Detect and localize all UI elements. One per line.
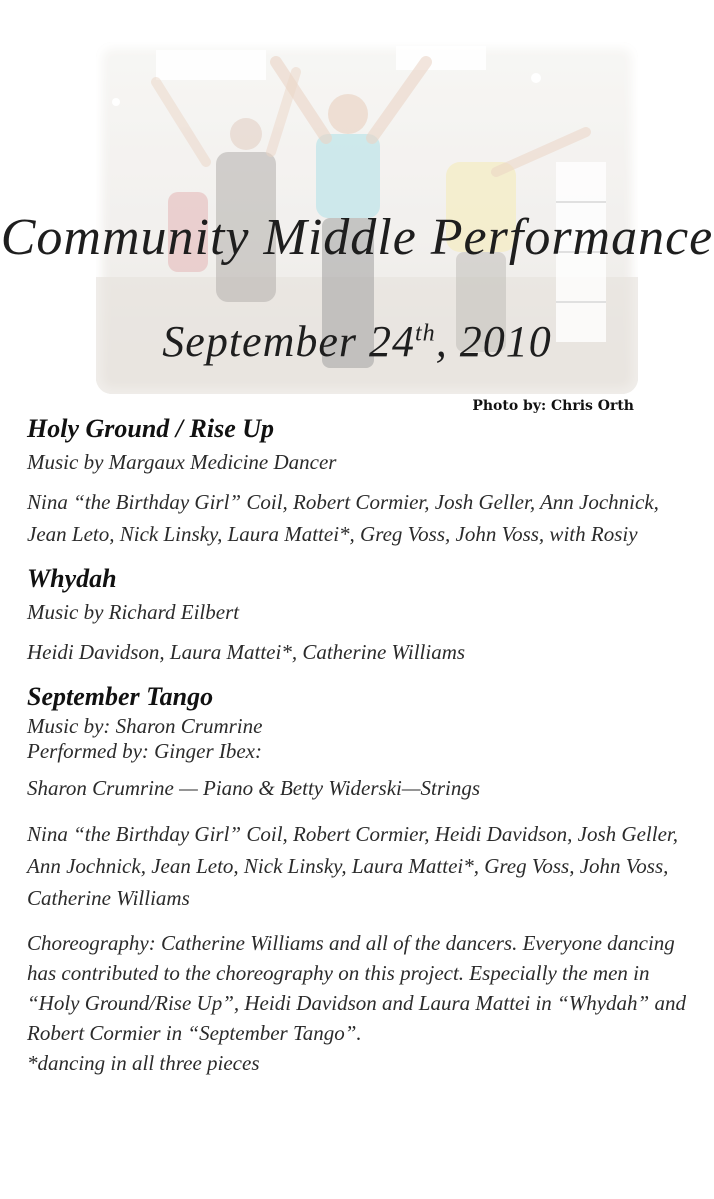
date-year: , 2010 — [435, 317, 552, 366]
piece-title: Holy Ground / Rise Up — [27, 414, 275, 443]
date-main: September 24 — [162, 317, 416, 366]
performance-title: Community Middle Performance — [0, 209, 714, 266]
piece-dancers: Nina “the Birthday Girl” Coil, Robert Cormier, Josh Geller, Ann Jochnick, Jean Leto, Nick Linsky, Laura Mattei*, Greg Voss, John Voss, with Rosiy — [27, 490, 659, 546]
program-content — [27, 412, 689, 1078]
piece-music: Music by Margaux Medicine Dancer — [27, 450, 337, 474]
piece-holy-ground — [27, 412, 689, 550]
choreography-note: Choreography: Catherine Williams and all of the dancers. Everyone dancing has contributed to the choreography on this project. Especially the men in “Holy Ground/Rise Up”, Heidi Davidson and Laura Mattei in “Whydah” and Robert Cormier in “September Tango”. — [27, 931, 686, 1045]
piece-musicians: Sharon Crumrine — Piano & Betty Widerski—Strings — [27, 776, 481, 800]
footnote: *dancing in all three pieces — [27, 1051, 260, 1075]
piece-whydah — [27, 562, 689, 668]
piece-music: Music by Richard Eilbert — [27, 600, 240, 624]
photo-credit: Photo by: Chris Orth — [472, 398, 634, 414]
piece-title: Whydah — [27, 564, 117, 593]
piece-music: Music by: Sharon Crumrine — [27, 714, 263, 738]
date-suffix: th — [415, 320, 436, 347]
piece-performed-by: Performed by: Ginger Ibex: — [27, 739, 262, 763]
piece-title: September Tango — [27, 682, 214, 711]
piece-september-tango — [27, 680, 689, 914]
piece-dancers: Heidi Davidson, Laura Mattei*, Catherine Williams — [27, 640, 466, 664]
program-notes — [27, 928, 689, 1078]
performance-date — [0, 316, 714, 367]
piece-dancers: Nina “the Birthday Girl” Coil, Robert Cormier, Heidi Davidson, Josh Geller, Ann Jochnick, Jean Leto, Nick Linsky, Laura Mattei*, Greg Voss, John Voss, Catherine Williams — [27, 822, 678, 910]
